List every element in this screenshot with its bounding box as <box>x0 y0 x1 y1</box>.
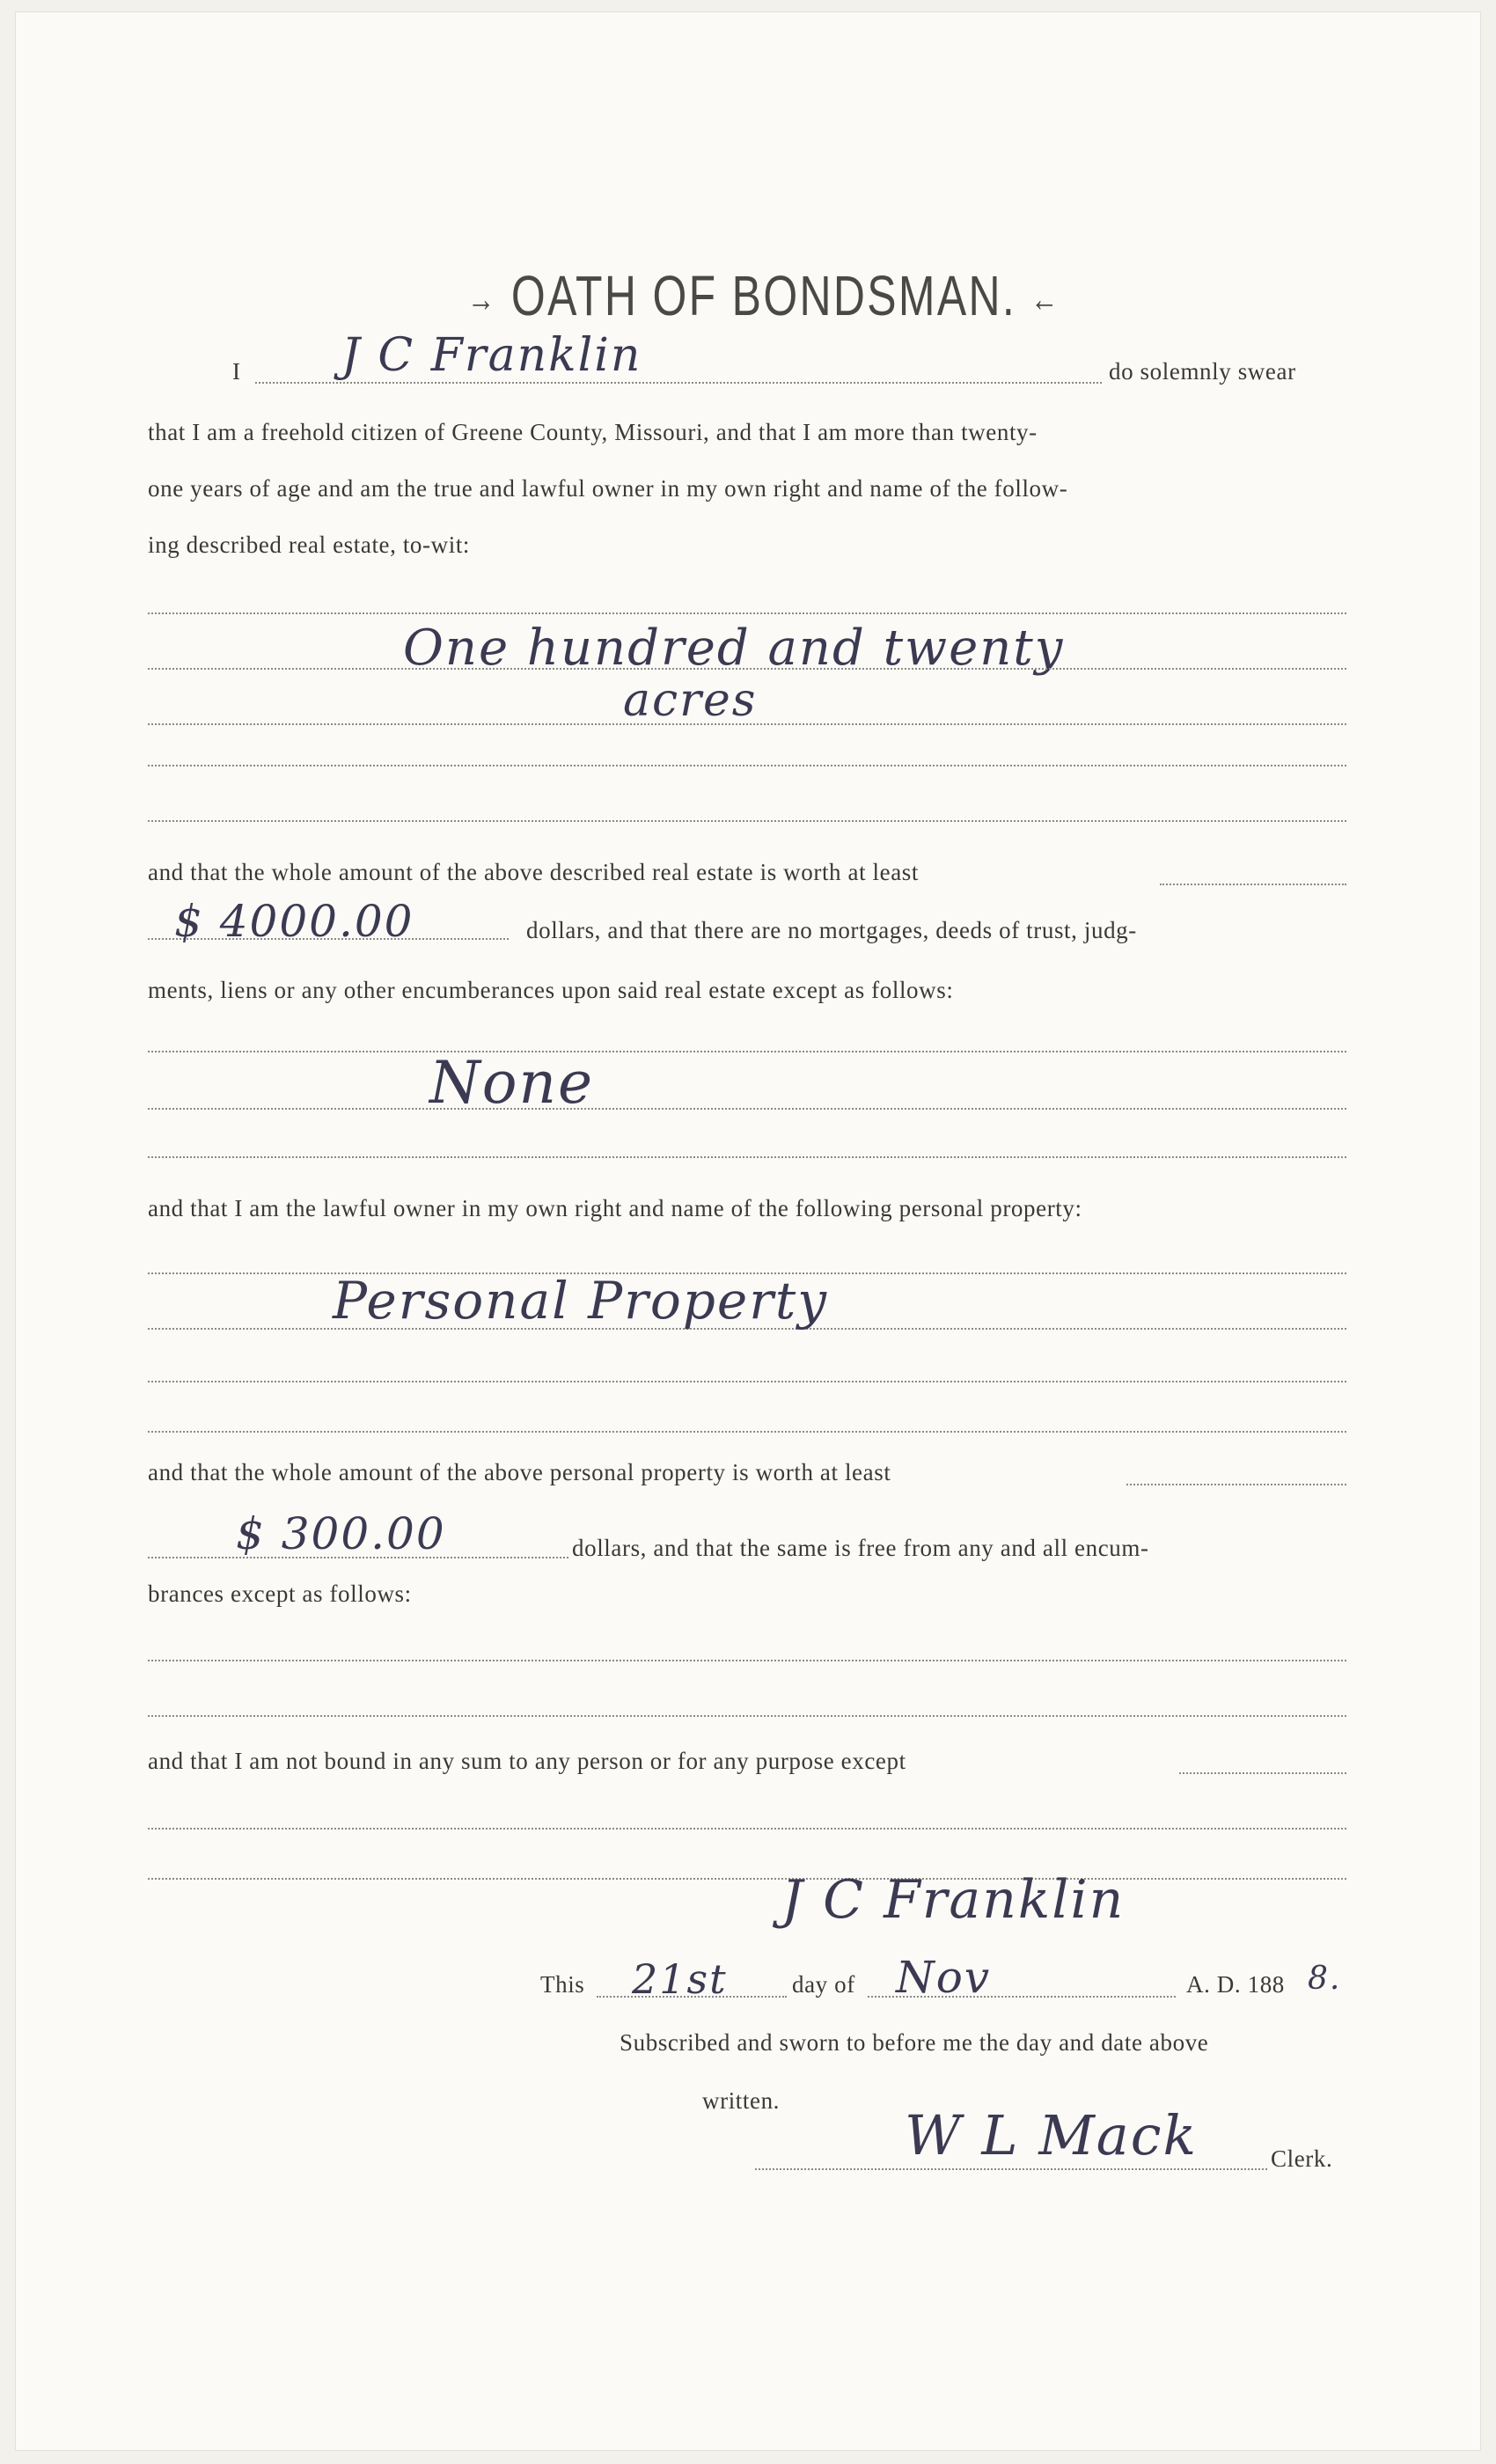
real-estate-worth-line <box>1160 884 1346 885</box>
document-title <box>455 263 1073 328</box>
personal-line-3 <box>148 1381 1346 1382</box>
handwritten-acres: acres <box>623 674 758 727</box>
not-bound-line-2 <box>148 1828 1346 1830</box>
real-estate-line-2 <box>148 668 1346 670</box>
line-citizen: that I am a freehold citizen of Greene County, Missouri, and that I am more than twenty- <box>148 419 1038 445</box>
title-text: OATH OF BONDSMAN. <box>510 264 1017 327</box>
encumbrance-line-3 <box>148 1156 1346 1158</box>
handwritten-real-estate-value: $ 4000.00 <box>174 896 414 947</box>
real-estate-line-1 <box>148 612 1346 614</box>
real-estate-line-5 <box>148 820 1346 822</box>
handwritten-clerk-signature: W L Mack <box>905 2103 1199 2167</box>
except-line-2 <box>148 1715 1346 1717</box>
dollars-no-mortgages-text: dollars, and that there are no mortgages, deeds of trust, judg- <box>526 917 1137 943</box>
clerk-signature-line <box>755 2168 1267 2170</box>
line-age: one years of age and am the true and lawful owner in my own right and name of the follow- <box>148 475 1068 502</box>
this-label: This <box>540 1971 585 1998</box>
right-arrow-ornament: ← <box>1030 280 1060 319</box>
written-text: written. <box>702 2087 781 2114</box>
name-field-line <box>255 382 1102 384</box>
encumbrance-line-1 <box>148 1051 1346 1052</box>
personal-line-4 <box>148 1431 1346 1433</box>
handwritten-signature: J C Franklin <box>781 1869 1126 1931</box>
ad-label: A. D. 188 <box>1186 1971 1285 1998</box>
real-estate-line-3 <box>148 723 1346 725</box>
left-arrow-ornament: → <box>467 280 497 319</box>
intro-i: I <box>232 358 241 385</box>
subscribed-text: Subscribed and sworn to before me the day and date above <box>620 2029 1209 2056</box>
except-line-1 <box>148 1660 1346 1661</box>
not-bound-line-3 <box>148 1878 1346 1880</box>
brances-text: brances except as follows: <box>148 1580 412 1607</box>
personal-worth-text: and that the whole amount of the above personal property is worth at least <box>148 1459 891 1485</box>
handwritten-name: J C Franklin <box>341 329 642 382</box>
dollars-free-text: dollars, and that the same is free from any and all encum- <box>572 1535 1149 1561</box>
encumbrance-line-2 <box>148 1108 1346 1110</box>
handwritten-year-digit: 8. <box>1308 1961 1342 1997</box>
not-bound-text: and that I am not bound in any sum to any person or for any purpose except <box>148 1748 906 1774</box>
clerk-label: Clerk. <box>1271 2145 1333 2172</box>
line-described: ing described real estate, to-wit: <box>148 532 471 558</box>
personal-owner-text: and that I am the lawful owner in my own right and name of the following personal property: <box>148 1195 1082 1221</box>
real-estate-line-4 <box>148 765 1346 766</box>
personal-worth-line <box>1126 1484 1346 1485</box>
handwritten-day: 21st <box>632 1955 728 2003</box>
handwritten-month: Nov <box>896 1952 992 2003</box>
not-bound-line <box>1179 1772 1346 1774</box>
day-of-label: day of <box>792 1971 855 1998</box>
handwritten-personal-property: Personal Property <box>333 1271 828 1331</box>
real-estate-worth-text: and that the whole amount of the above described real estate is worth at least <box>148 859 920 885</box>
handwritten-encumbrances: None <box>429 1049 595 1117</box>
document-sheet <box>16 12 1480 2450</box>
liens-text: ments, liens or any other encumberances upon said real estate except as follows: <box>148 977 954 1003</box>
handwritten-personal-value: $ 300.00 <box>236 1508 446 1559</box>
handwritten-real-estate: One hundred and twenty <box>403 620 1065 677</box>
swear-text: do solemnly swear <box>1109 358 1296 385</box>
